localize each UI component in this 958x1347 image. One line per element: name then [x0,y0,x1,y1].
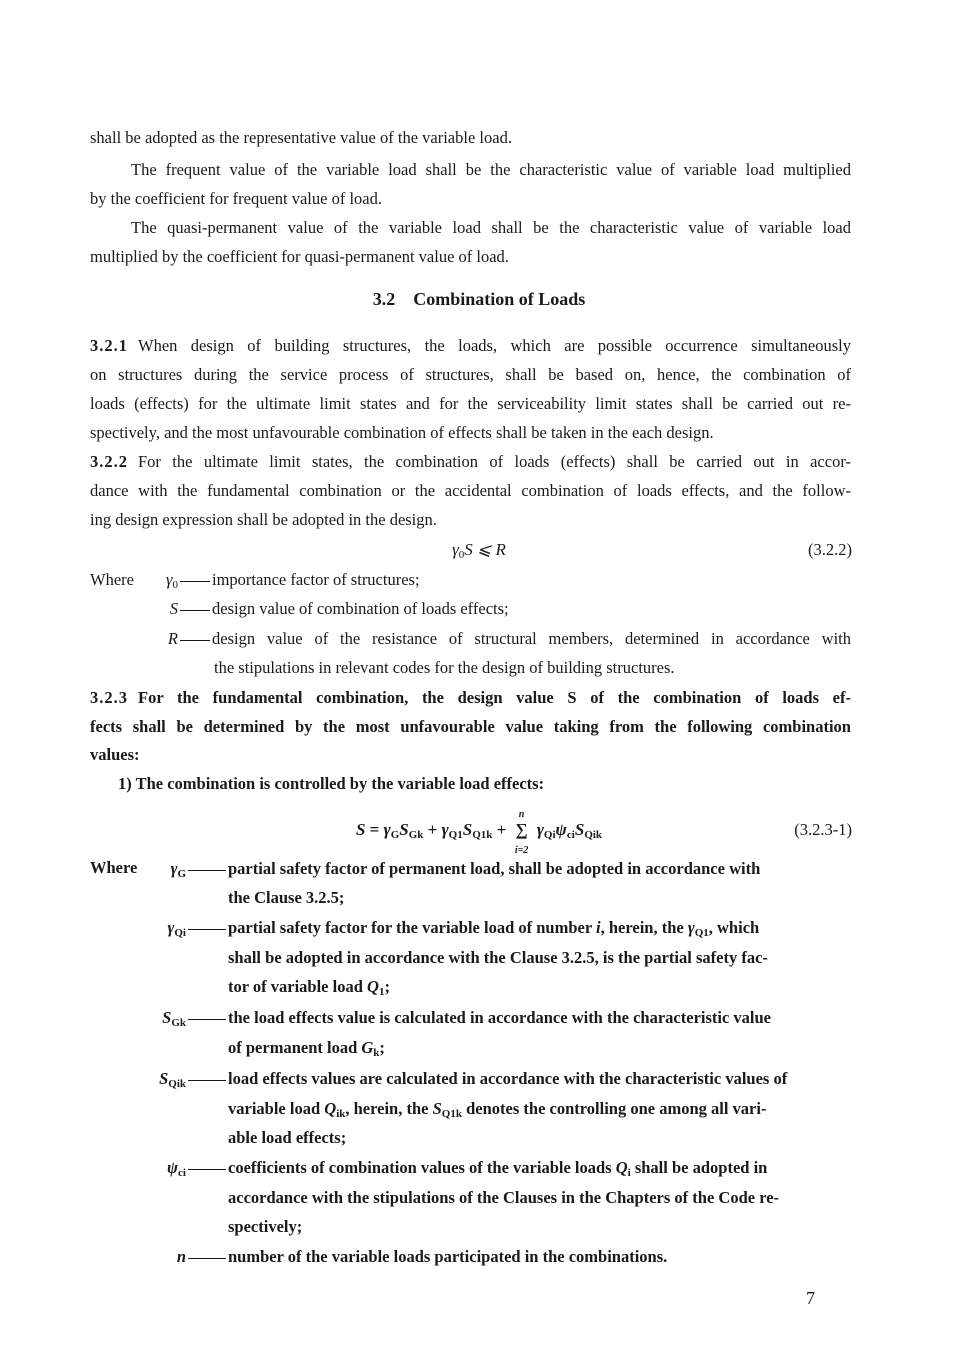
quasi-permanent-line-1: The quasi-permanent value of the variable load shall be the characteristic value of variable load [131,218,851,237]
equation-number: (3.2.3-1) [794,820,852,839]
summation-symbol: n ∑ i=2 [514,809,529,856]
clause-number: 3.2.1 [90,336,128,355]
def-gammaQi-continued-2: tor of variable load $Q_1$; [228,977,390,998]
def-symbol-SGk: $S_{Gk}$ [162,1008,186,1029]
def-symbol-SQik: $S_{Qik}$ [159,1069,186,1090]
clause-3-2-2-line-1: 3.2.2 For the ultimate limit states, the combination of loads (effects) shall be carried out in accor- [90,452,851,471]
def-psici-continued-2: spectively; [228,1217,303,1236]
clause-3-2-1-line-2: on structures during the service process of structures, shall be based on, hence, the combination of [90,365,851,384]
def-gamma0: importance factor of structures; [178,570,420,590]
where-label: Where [90,858,138,877]
def-R: design value of the resistance of structural members, determined in accordance with [178,629,851,649]
def-symbol-S: S [169,599,178,618]
clause-3-2-3-line-1: 3.2.3 For the fundamental combination, the design value S of the combination of loads ef- [90,688,851,707]
clause-3-2-1-line-1: 3.2.1 When design of building structures, the loads, which are possible occurrence simultaneously [90,336,851,355]
clause-3-2-1-line-4: spectively, and the most unfavourable combination of effects shall be taken in the each design. [90,423,714,442]
intro-line: shall be adopted as the representative value of the variable load. [90,128,512,147]
clause-number: 3.2.3 [90,688,128,707]
def-gammaQi: partial safety factor for the variable load of number i, herein, the $\gamma_{Q1}$, which [186,918,759,943]
def-SQik-continued-2: able load effects; [228,1128,347,1147]
equation-number: (3.2.2) [808,540,852,559]
clause-3-2-2-line-2: dance with the fundamental combination or the accidental combination of loads effects, and the follow- [90,481,851,500]
page-number: 7 [806,1288,815,1308]
formula-3-2-2: $\gamma_0S$ ⩽ R [452,540,506,561]
def-SGk-continued: of permanent load $G_k$; [228,1038,385,1059]
section-number: 3.2 [372,289,396,309]
section-title [0,289,958,309]
frequent-value-line-2: by the coefficient for frequent value of load. [90,189,382,208]
def-gammaG: partial safety factor of permanent load, shall be adopted in accordance with [186,859,760,879]
frequent-value-line-1: The frequent value of the variable load shall be the characteristic value of variable load multiplied [131,160,851,179]
def-SGk: the load effects value is calculated in accordance with the characteristic value [186,1008,771,1028]
def-R-continued: the stipulations in relevant codes for the design of building structures. [214,658,675,677]
where-label: Where [90,570,134,589]
clause-3-2-2-line-3: ing design expression shall be adopted in the design. [90,510,437,529]
def-gammaG-continued: the Clause 3.2.5; [228,888,345,907]
clause-number: 3.2.2 [90,452,128,471]
def-symbol-R: R [167,629,178,648]
def-symbol-gamma0: $\gamma_0$ [165,570,178,591]
clause-3-2-3-line-2: fects shall be determined by the most unfavourable value taking from the following combination [90,717,851,736]
clause-3-2-3-line-3: values: [90,745,140,764]
def-gammaQi-continued-1: shall be adopted in accordance with the Clause 3.2.5, is the partial safety fac- [228,948,768,967]
combination-item-1: 1) The combination is controlled by the variable load effects: [118,774,545,793]
clause-3-2-1-line-3: loads (effects) for the ultimate limit states and for the serviceability limit states shall be carried out re- [90,394,851,413]
def-n: number of the variable loads participated in the combinations. [186,1247,667,1267]
section-title-text: Combination of Loads [413,289,586,309]
def-SQik: load effects values are calculated in accordance with the characteristic values of [186,1069,787,1089]
def-symbol-gammaQi: $\gamma_{Qi}$ [167,918,186,939]
def-psici-continued-1: accordance with the stipulations of the Clauses in the Chapters of the Code re- [228,1188,780,1207]
quasi-permanent-line-2: multiplied by the coefficient for quasi-permanent value of load. [90,247,509,266]
def-S: design value of combination of loads effects; [178,599,509,619]
def-symbol-psici: $\psi_{ci}$ [167,1158,186,1179]
formula-3-2-3-1: $S = \gamma_GS_{Gk} + \gamma_{Q1}S_{Q1k}$ + n ∑ i=2 $\gamma_{Qi}\psi_{ci}S_{Qik}$ [355,809,603,856]
def-symbol-gammaG: $\gamma_G$ [170,859,186,880]
def-psici: coefficients of combination values of the variable loads $Q_i$ shall be adopted in [186,1158,767,1183]
def-SQik-continued-1: variable load $Q_{ik}$, herein, the $S_{Q1k}$ denotes the controlling one among all vari- [228,1099,767,1120]
def-symbol-n: n [176,1247,186,1266]
